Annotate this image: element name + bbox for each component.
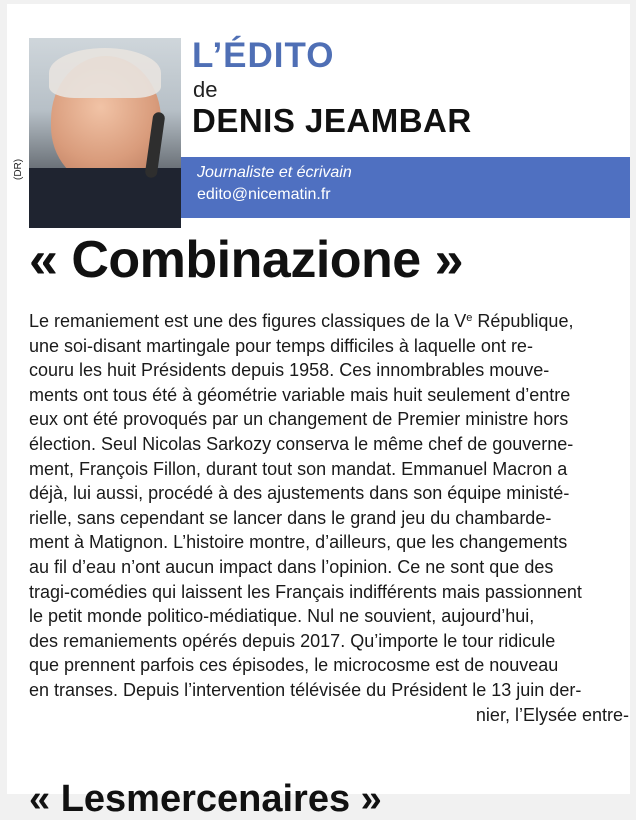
- byline-prefix: de: [193, 77, 218, 102]
- article-line-text: Le remaniement est une des figures classiques de la V: [29, 311, 467, 331]
- article-line: rielle, sans cependant se lancer dans le grand jeu du chambarde-: [29, 507, 552, 528]
- article-line: nier, l’Elysée entre-: [475, 704, 629, 725]
- next-section-heading: « Lesmercenaires »: [29, 778, 382, 820]
- author-hair: [49, 48, 161, 98]
- article-line: couru les huit Présidents depuis 1958. Ces innombrables mouve-: [29, 360, 550, 381]
- author-role: Journaliste et écrivain: [197, 164, 352, 181]
- author-email: edito@nicematin.fr: [197, 186, 331, 203]
- article-line: en transes. Depuis l’intervention télévisée du Président le 13 juin der-: [29, 679, 582, 700]
- editorial-page: [7, 4, 630, 820]
- article-line: ments ont tous été à géométrie variable mais huit seulement d’entre: [29, 384, 571, 405]
- article-line: au fil d’eau n’ont aucun impact dans l’opinion. Ce ne sont que des: [29, 556, 554, 577]
- article-line: ment, François Fillon, durant tout son mandat. Emmanuel Macron a: [29, 458, 568, 479]
- author-shirt: [29, 168, 181, 228]
- article-line: une soi-disant martingale pour temps difficiles à laquelle ont re-: [29, 335, 533, 356]
- author-name: DENIS JEAMBAR: [192, 102, 472, 139]
- article-line-tail: République,: [472, 311, 574, 331]
- article-line: déjà, lui aussi, procédé à des ajustements dans son équipe ministé-: [29, 483, 570, 504]
- author-photo: [29, 38, 181, 218]
- article-line: que prennent parfois ces épisodes, le microcosme est de nouveau: [29, 655, 559, 676]
- article-line: eux ont été provoqués par un changement de Premier ministre hors: [29, 409, 569, 430]
- edito-kicker: L’ÉDITO: [192, 36, 335, 75]
- article-line: élection. Seul Nicolas Sarkozy conserva le même chef de gouverne-: [29, 433, 574, 454]
- article-line: ment à Matignon. L’histoire montre, d’ailleurs, que les changements: [29, 532, 568, 553]
- article-line: des remaniements opérés depuis 2017. Qu’importe le tour ridicule: [29, 630, 556, 651]
- superscript: e: [466, 312, 473, 324]
- article-body: [29, 306, 629, 727]
- article-line: le petit monde politico-médiatique. Nul ne souvient, aujourd’hui,: [29, 606, 535, 627]
- article-line: tragi-comédies qui laissent les Français indifférents mais passionnent: [29, 581, 582, 602]
- article-line: [29, 306, 629, 334]
- article-headline: « Combinazione »: [29, 231, 464, 289]
- photo-credit: (DR): [13, 158, 24, 180]
